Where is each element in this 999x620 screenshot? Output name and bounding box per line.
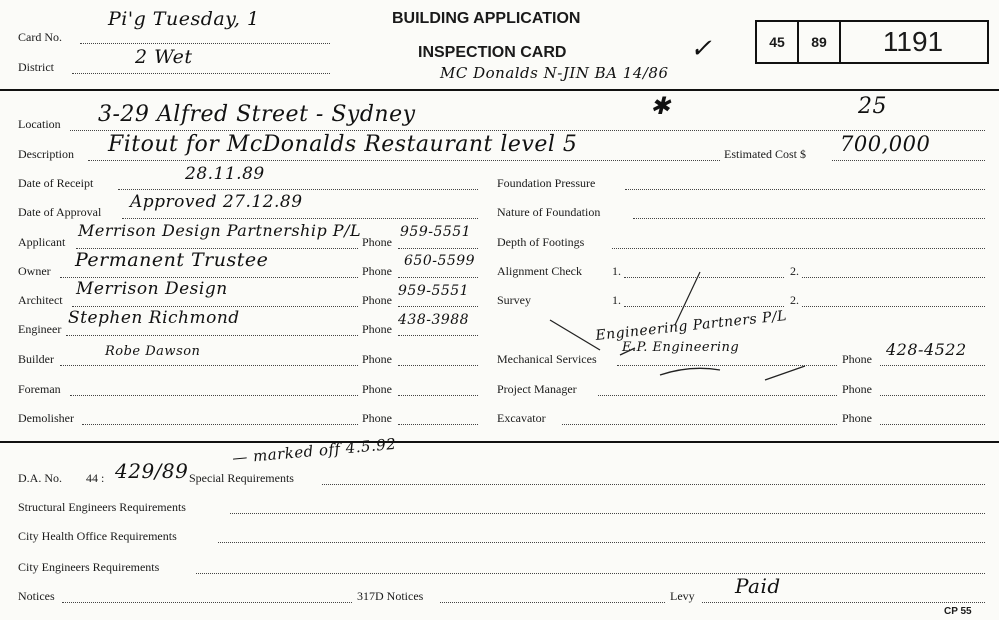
foreman-phone-label: Phone <box>362 382 392 396</box>
health-label: City Health Office Requirements <box>18 529 177 543</box>
survey-2: 2. <box>790 293 799 307</box>
owner-label: Owner <box>18 264 51 278</box>
card-no-label: Card No. <box>18 30 62 44</box>
check-mark: ✓ <box>690 34 713 64</box>
da-value: 429/89 <box>115 459 189 483</box>
mech-services-value: E.P. Engineering <box>622 340 740 355</box>
architect-value: Merrison Design <box>76 279 228 299</box>
description-value: Fitout for McDonalds Restaurant level 5 <box>108 132 578 157</box>
estimated-cost-label: Estimated Cost $ <box>724 147 806 161</box>
card-no-value: Pi'g Tuesday, 1 <box>108 8 260 30</box>
applicant-phone: 959-5551 <box>400 224 472 240</box>
survey-1: 1. <box>612 293 621 307</box>
demolisher-label: Demolisher <box>18 411 74 425</box>
owner-value: Permanent Trustee <box>75 249 269 271</box>
builder-label: Builder <box>18 352 54 366</box>
header-divider <box>0 89 999 91</box>
estimated-cost-value: 700,000 <box>840 132 931 156</box>
notices-317d-label: 317D Notices <box>357 589 424 603</box>
description-label: Description <box>18 147 74 161</box>
project-manager-label: Project Manager <box>497 382 577 396</box>
location-label: Location <box>18 117 61 131</box>
alignment-label: Alignment Check <box>497 264 582 278</box>
foreman-label: Foreman <box>18 382 61 396</box>
receipt-label: Date of Receipt <box>18 176 94 190</box>
structural-label: Structural Engineers Requirements <box>18 500 186 514</box>
receipt-value: 28.11.89 <box>185 164 265 184</box>
applicant-value: Merrison Design Partnership P/L <box>78 221 362 240</box>
architect-label: Architect <box>18 293 63 307</box>
location-value: 3-29 Alfred Street - Sydney <box>98 102 416 127</box>
district-value: 2 Wet <box>135 46 193 68</box>
excavator-label: Excavator <box>497 411 546 425</box>
card-box-number: 1191 <box>882 26 944 57</box>
builder-phone-label: Phone <box>362 352 392 366</box>
approval-label: Date of Approval <box>18 205 102 219</box>
lower-divider <box>0 441 999 443</box>
da-prefix: 44 : <box>86 471 105 485</box>
engineer-label: Engineer <box>18 322 62 336</box>
approval-value: Approved 27.12.89 <box>130 192 303 212</box>
title-line2: INSPECTION CARD <box>418 44 567 61</box>
card-box-a: 45 <box>757 22 799 62</box>
survey-label: Survey <box>497 293 531 307</box>
depth-footings-label: Depth of Footings <box>497 235 585 249</box>
engineer-phone: 438-3988 <box>398 312 470 328</box>
levy-label: Levy <box>670 589 695 603</box>
mech-services-label: Mechanical Services <box>497 352 597 366</box>
location-mark: 25 <box>858 94 887 119</box>
notices-label: Notices <box>18 589 55 603</box>
excavator-phone-label: Phone <box>842 411 872 425</box>
handwritten-reference: MC Donalds N-JIN BA 14/86 <box>440 64 669 82</box>
da-label: D.A. No. <box>18 471 62 485</box>
applicant-phone-label: Phone <box>362 235 392 249</box>
demolisher-phone-label: Phone <box>362 411 392 425</box>
mech-above-note: Engineering Partners P/L <box>594 307 788 345</box>
applicant-label: Applicant <box>18 235 66 249</box>
nature-foundation-label: Nature of Foundation <box>497 205 601 219</box>
handwritten-scribbles <box>540 270 840 390</box>
form-code: CP 55 <box>944 606 972 617</box>
engineer-phone-label: Phone <box>362 322 392 336</box>
asterisk-mark: ✱ <box>650 92 671 120</box>
district-label: District <box>18 60 54 74</box>
foundation-pressure-label: Foundation Pressure <box>497 176 596 190</box>
mech-phone-label: Phone <box>842 352 872 366</box>
city-engineers-label: City Engineers Requirements <box>18 560 160 574</box>
title-line1: BUILDING APPLICATION <box>392 10 581 27</box>
architect-phone-label: Phone <box>362 293 392 307</box>
card-box-b: 89 <box>799 22 841 62</box>
alignment-1: 1. <box>612 264 621 278</box>
mech-phone: 428-4522 <box>886 340 967 359</box>
architect-phone: 959-5551 <box>398 283 470 299</box>
builder-value: Robe Dawson <box>105 344 201 359</box>
special-requirements-label: Special Requirements <box>189 471 294 485</box>
alignment-2: 2. <box>790 264 799 278</box>
special-note: — marked off 4.5.92 <box>231 434 398 468</box>
owner-phone: 650-5599 <box>404 253 476 269</box>
card-number-box <box>755 20 989 64</box>
owner-phone-label: Phone <box>362 264 392 278</box>
pm-phone-label: Phone <box>842 382 872 396</box>
levy-value: Paid <box>735 574 781 598</box>
engineer-value: Stephen Richmond <box>68 308 240 328</box>
